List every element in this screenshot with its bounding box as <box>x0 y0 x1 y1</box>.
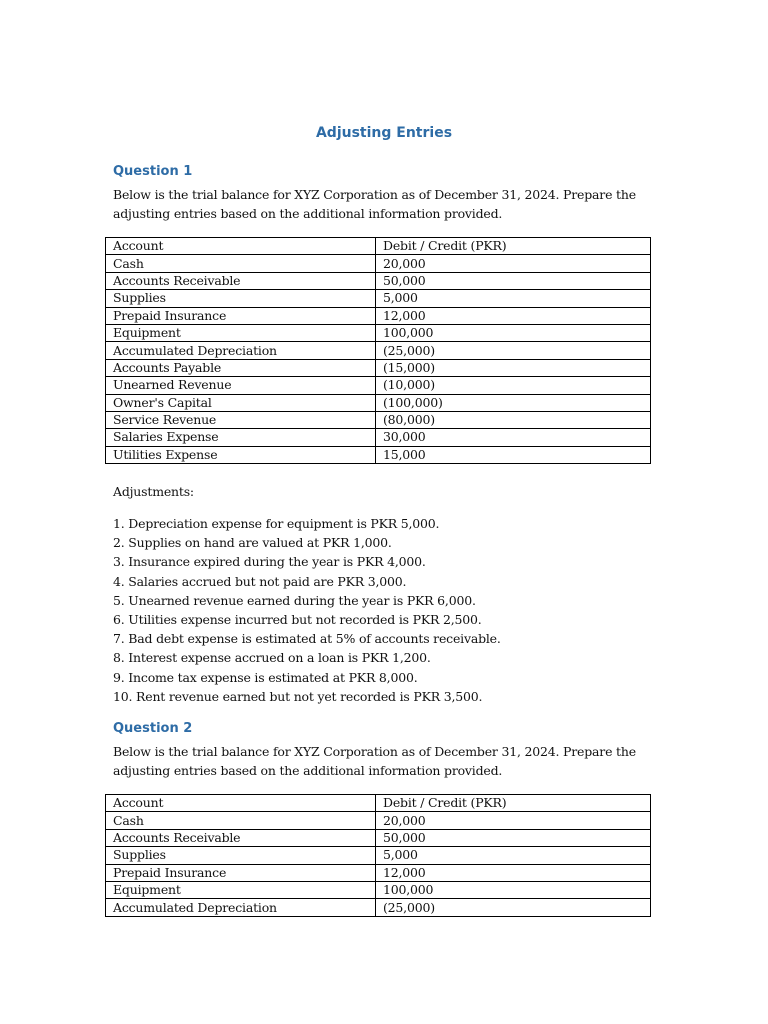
account-cell: Utilities Expense <box>106 446 376 463</box>
header-account: Account <box>106 238 376 255</box>
adjustment-item: 5. Unearned revenue earned during the year is PKR 6,000. <box>113 592 476 608</box>
adjustment-item: 1. Depreciation expense for equipment is PKR 5,000. <box>113 516 440 531</box>
account-cell: Accounts Receivable <box>106 829 376 846</box>
adjustment-item: 3. Insurance expired during the year is PKR 4,000. <box>113 554 426 570</box>
account-cell: Cash <box>106 255 376 272</box>
account-cell: Supplies <box>106 290 376 307</box>
account-cell: Prepaid Insurance <box>106 307 376 324</box>
account-cell: Accounts Payable <box>106 359 376 376</box>
table-header-row <box>106 795 651 812</box>
adjustment-item: 4. Salaries accrued but not paid are PKR 3,000. <box>113 573 407 589</box>
account-cell: Prepaid Insurance <box>106 864 376 881</box>
amount-cell: 20,000 <box>376 812 651 829</box>
table-row <box>106 272 651 289</box>
account-cell: Cash <box>106 812 376 829</box>
table-row <box>106 324 651 341</box>
account-cell: Owner's Capital <box>106 394 376 411</box>
table-row <box>106 864 651 881</box>
question-1-intro <box>113 185 653 223</box>
question-1-heading: Question 1 <box>113 164 193 179</box>
table-row <box>106 342 651 359</box>
adjustments-label: Adjustments: <box>113 484 194 499</box>
account-cell: Salaries Expense <box>106 429 376 446</box>
table-row <box>106 446 651 463</box>
table-row <box>106 411 651 428</box>
question-1-intro-line-2: adjusting entries based on the additional information provided. <box>113 206 503 221</box>
amount-cell: 5,000 <box>376 847 651 864</box>
account-cell: Accounts Receivable <box>106 272 376 289</box>
question-2-intro <box>113 742 653 780</box>
account-cell: Supplies <box>106 847 376 864</box>
table-header-row <box>106 238 651 255</box>
question-1-trial-balance-table <box>105 237 651 464</box>
account-cell: Unearned Revenue <box>106 377 376 394</box>
adjustments-list <box>113 514 501 706</box>
question-2-intro-line-1: Below is the trial balance for XYZ Corporation as of December 31, 2024. Prepare the <box>113 744 636 759</box>
amount-cell: (25,000) <box>376 899 651 916</box>
table-row <box>106 847 651 864</box>
amount-cell: (80,000) <box>376 411 651 428</box>
amount-cell: 50,000 <box>376 829 651 846</box>
header-debit-credit: Debit / Credit (PKR) <box>376 238 651 255</box>
document-title: Adjusting Entries <box>315 125 453 141</box>
adjustment-item: 6. Utilities expense incurred but not recorded is PKR 2,500. <box>113 612 482 628</box>
amount-cell: 15,000 <box>376 446 651 463</box>
table-row <box>106 377 651 394</box>
adjustment-item: 9. Income tax expense is estimated at PKR 8,000. <box>113 669 418 685</box>
table-row <box>106 812 651 829</box>
account-cell: Equipment <box>106 324 376 341</box>
adjustment-item: 7. Bad debt expense is estimated at 5% of accounts receivable. <box>113 631 501 647</box>
account-cell: Accumulated Depreciation <box>106 342 376 359</box>
table-row <box>106 255 651 272</box>
amount-cell: 30,000 <box>376 429 651 446</box>
table-row <box>106 394 651 411</box>
adjustment-item: 2. Supplies on hand are valued at PKR 1,000. <box>113 535 392 551</box>
question-2-intro-line-2: adjusting entries based on the additional information provided. <box>113 763 503 778</box>
amount-cell: 12,000 <box>376 307 651 324</box>
question-1-intro-line-1: Below is the trial balance for XYZ Corporation as of December 31, 2024. Prepare the <box>113 187 636 202</box>
amount-cell: 100,000 <box>376 881 651 898</box>
table-row <box>106 881 651 898</box>
amount-cell: 12,000 <box>376 864 651 881</box>
adjustment-item: 10. Rent revenue earned but not yet recorded is PKR 3,500. <box>113 688 483 704</box>
adjustment-item: 8. Interest expense accrued on a loan is PKR 1,200. <box>113 650 431 666</box>
amount-cell: (10,000) <box>376 377 651 394</box>
amount-cell: (100,000) <box>376 394 651 411</box>
amount-cell: 100,000 <box>376 324 651 341</box>
amount-cell: 5,000 <box>376 290 651 307</box>
header-debit-credit: Debit / Credit (PKR) <box>376 795 651 812</box>
account-cell: Service Revenue <box>106 411 376 428</box>
table-row <box>106 429 651 446</box>
table-row <box>106 829 651 846</box>
account-cell: Accumulated Depreciation <box>106 899 376 916</box>
question-2-trial-balance-table <box>105 794 651 917</box>
amount-cell: (15,000) <box>376 359 651 376</box>
table-row <box>106 307 651 324</box>
table-row <box>106 290 651 307</box>
amount-cell: (25,000) <box>376 342 651 359</box>
account-cell: Equipment <box>106 881 376 898</box>
table-row <box>106 359 651 376</box>
amount-cell: 20,000 <box>376 255 651 272</box>
amount-cell: 50,000 <box>376 272 651 289</box>
question-2-heading: Question 2 <box>113 721 193 736</box>
header-account: Account <box>106 795 376 812</box>
table-row <box>106 899 651 916</box>
